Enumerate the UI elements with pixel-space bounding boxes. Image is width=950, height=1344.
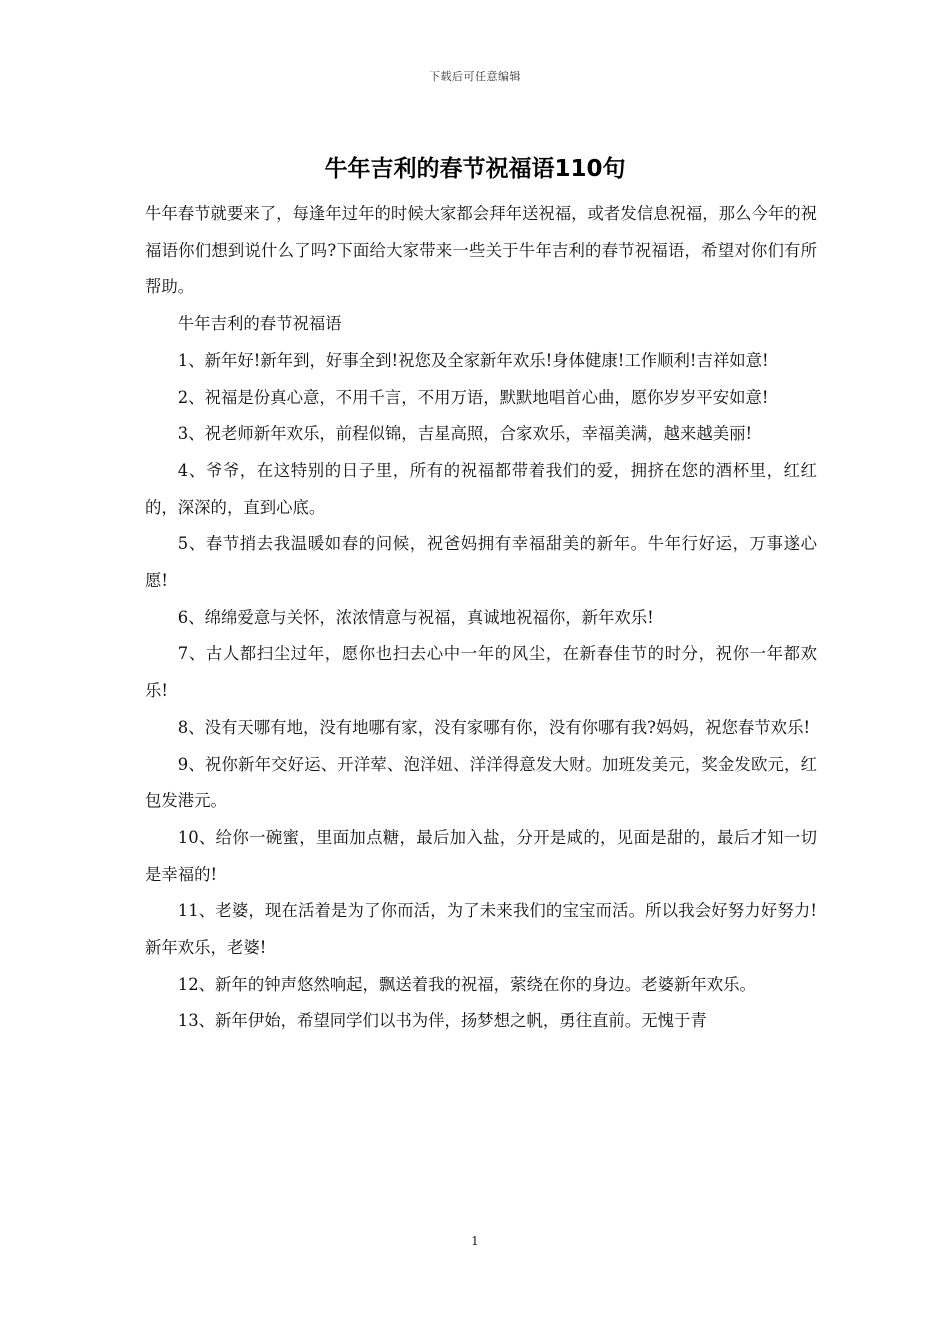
list-item: 11、老婆，现在活着是为了你而活，为了未来我们的宝宝而活。所以我会好努力好努力!新年欢乐，老婆! [145, 901, 817, 958]
list-item: 9、祝你新年交好运、开洋荤、泡洋妞、洋洋得意发大财。加班发美元，奖金发欧元，红包发港元。 [145, 754, 817, 811]
section-heading: 牛年吉利的春节祝福语 [177, 314, 342, 334]
list-item: 7、古人都扫尘过年，愿你也扫去心中一年的风尘，在新春佳节的时分，祝你一年都欢乐! [145, 644, 817, 701]
document-title: 牛年吉利的春节祝福语110句 [324, 156, 626, 182]
list-item: 8、没有天哪有地，没有地哪有家，没有家哪有你，没有你哪有我?妈妈，祝您春节欢乐! [177, 717, 811, 737]
intro-paragraph: 牛年春节就要来了，每逢年过年的时候大家都会拜年送祝福，或者发信息祝福，那么今年的祝福语你们想到说什么了吗?下面给大家带来一些关于牛年吉利的春节祝福语，希望对你们有所帮助。 [145, 204, 818, 297]
list-item: 1、新年好!新年到，好事全到!祝您及全家新年欢乐!身体健康!工作顺利!吉祥如意! [177, 350, 769, 370]
list-item: 2、祝福是份真心意，不用千言，不用万语，默默地唱首心曲，愿你岁岁平安如意! [177, 387, 769, 407]
list-item: 12、新年的钟声悠然响起，飘送着我的祝福，萦绕在你的身边。老婆新年欢乐。 [177, 974, 756, 994]
list-item: 4、爷爷，在这特别的日子里，所有的祝福都带着我们的爱，拥挤在您的酒杯里，红红的，深深的，直到心底。 [145, 460, 817, 517]
document-body [145, 196, 817, 1040]
header-note: 下载后可任意编辑 [429, 70, 521, 83]
list-item: 6、绵绵爱意与关怀，浓浓情意与祝福，真诚地祝福你，新年欢乐! [177, 607, 654, 627]
page-number: 1 [471, 1234, 479, 1248]
list-item: 13、新年伊始，希望同学们以书为伴，扬梦想之帆，勇往直前。无愧于青 [177, 1011, 707, 1031]
list-item: 10、给你一碗蜜，里面加点糖，最后加入盐，分开是咸的，见面是甜的，最后才知一切是幸福的! [145, 827, 817, 884]
list-item: 5、春节捎去我温暖如春的问候，祝爸妈拥有幸福甜美的新年。牛年行好运，万事遂心愿! [145, 534, 817, 591]
list-item: 3、祝老师新年欢乐，前程似锦，吉星高照，合家欢乐，幸福美满，越来越美丽! [177, 424, 753, 444]
